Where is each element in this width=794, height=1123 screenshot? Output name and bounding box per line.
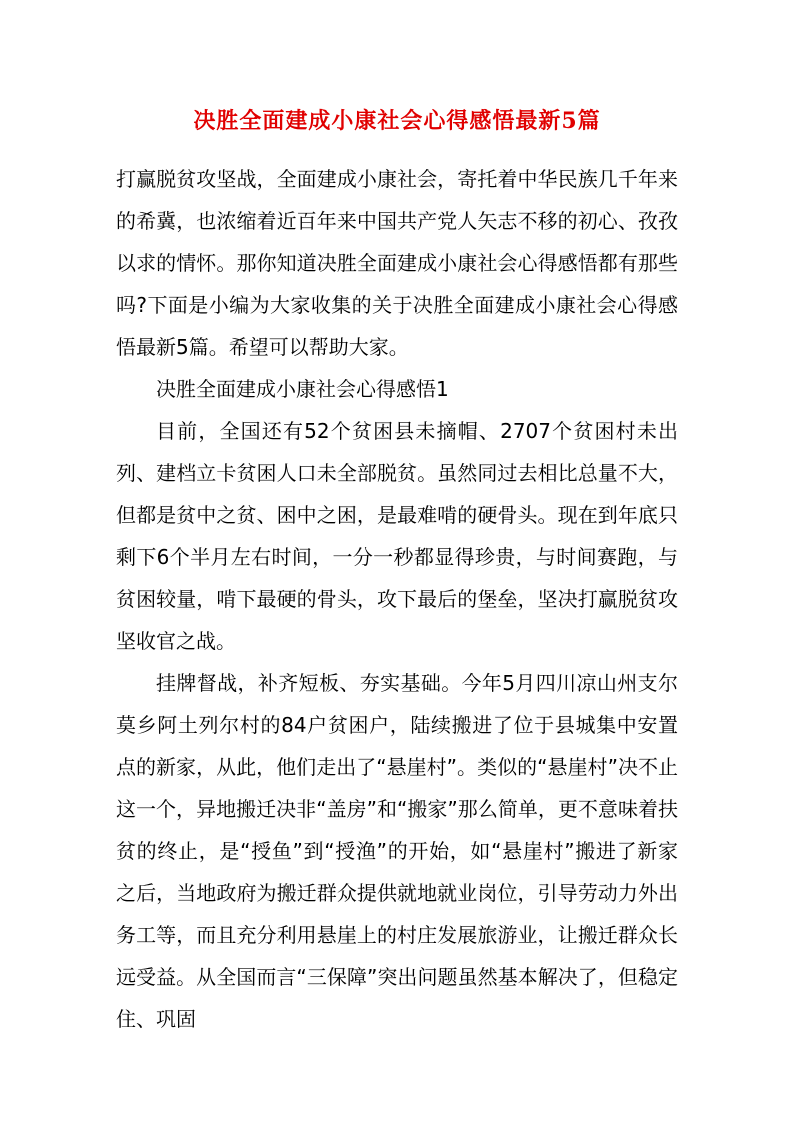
body-paragraph: 挂牌督战，补齐短板、夯实基础。今年5月四川凉山州支尔莫乡阿土列尔村的84户贫困户，陆续搬进了位于县城集中安置点的新家，从此，他们走出了“悬崖村”。类似的“悬崖村”决不止这一个，异地搬迁决非“盖房”和“搬家”那么简单，更不意味着扶贫的终止，是“授鱼”到“授渔”的开始，如“悬崖村”搬进了新家之后，当地政府为搬迁群众提供就地就业岗位，引导劳动力外出务工等，而且充分利用悬崖上的村庄发展旅游业，让搬迁群众长远受益。从全国而言“三保障”突出问题虽然基本解决了，但稳定住、巩固: [116, 671, 678, 1031]
body-paragraph: 目前，全国还有52个贫困县未摘帽、2707个贫困村未出列、建档立卡贫困人口未全部脱贫。虽然同过去相比总量不大，但都是贫中之贫、困中之困，是最难啃的硬骨头。现在到年底只剩下6个半月左右时间，一分一秒都显得珍贵，与时间赛跑，与贫困较量，啃下最硬的骨头，攻下最后的堡垒，坚决打赢脱贫攻坚收官之战。: [116, 419, 678, 653]
document-body: [116, 158, 678, 1040]
document-title: 决胜全面建成小康社会心得感悟最新5篇: [193, 108, 601, 134]
intro-paragraph: 打赢脱贫攻坚战，全面建成小康社会，寄托着中华民族几千年来的希冀，也浓缩着近百年来中国共产党人矢志不移的初心、孜孜以求的情怀。那你知道决胜全面建成小康社会心得感悟都有那些吗?下面是小编为大家收集的关于决胜全面建成小康社会心得感悟最新5篇。希望可以帮助大家。: [116, 167, 678, 359]
section-heading-1: 决胜全面建成小康社会心得感悟1: [156, 377, 449, 401]
